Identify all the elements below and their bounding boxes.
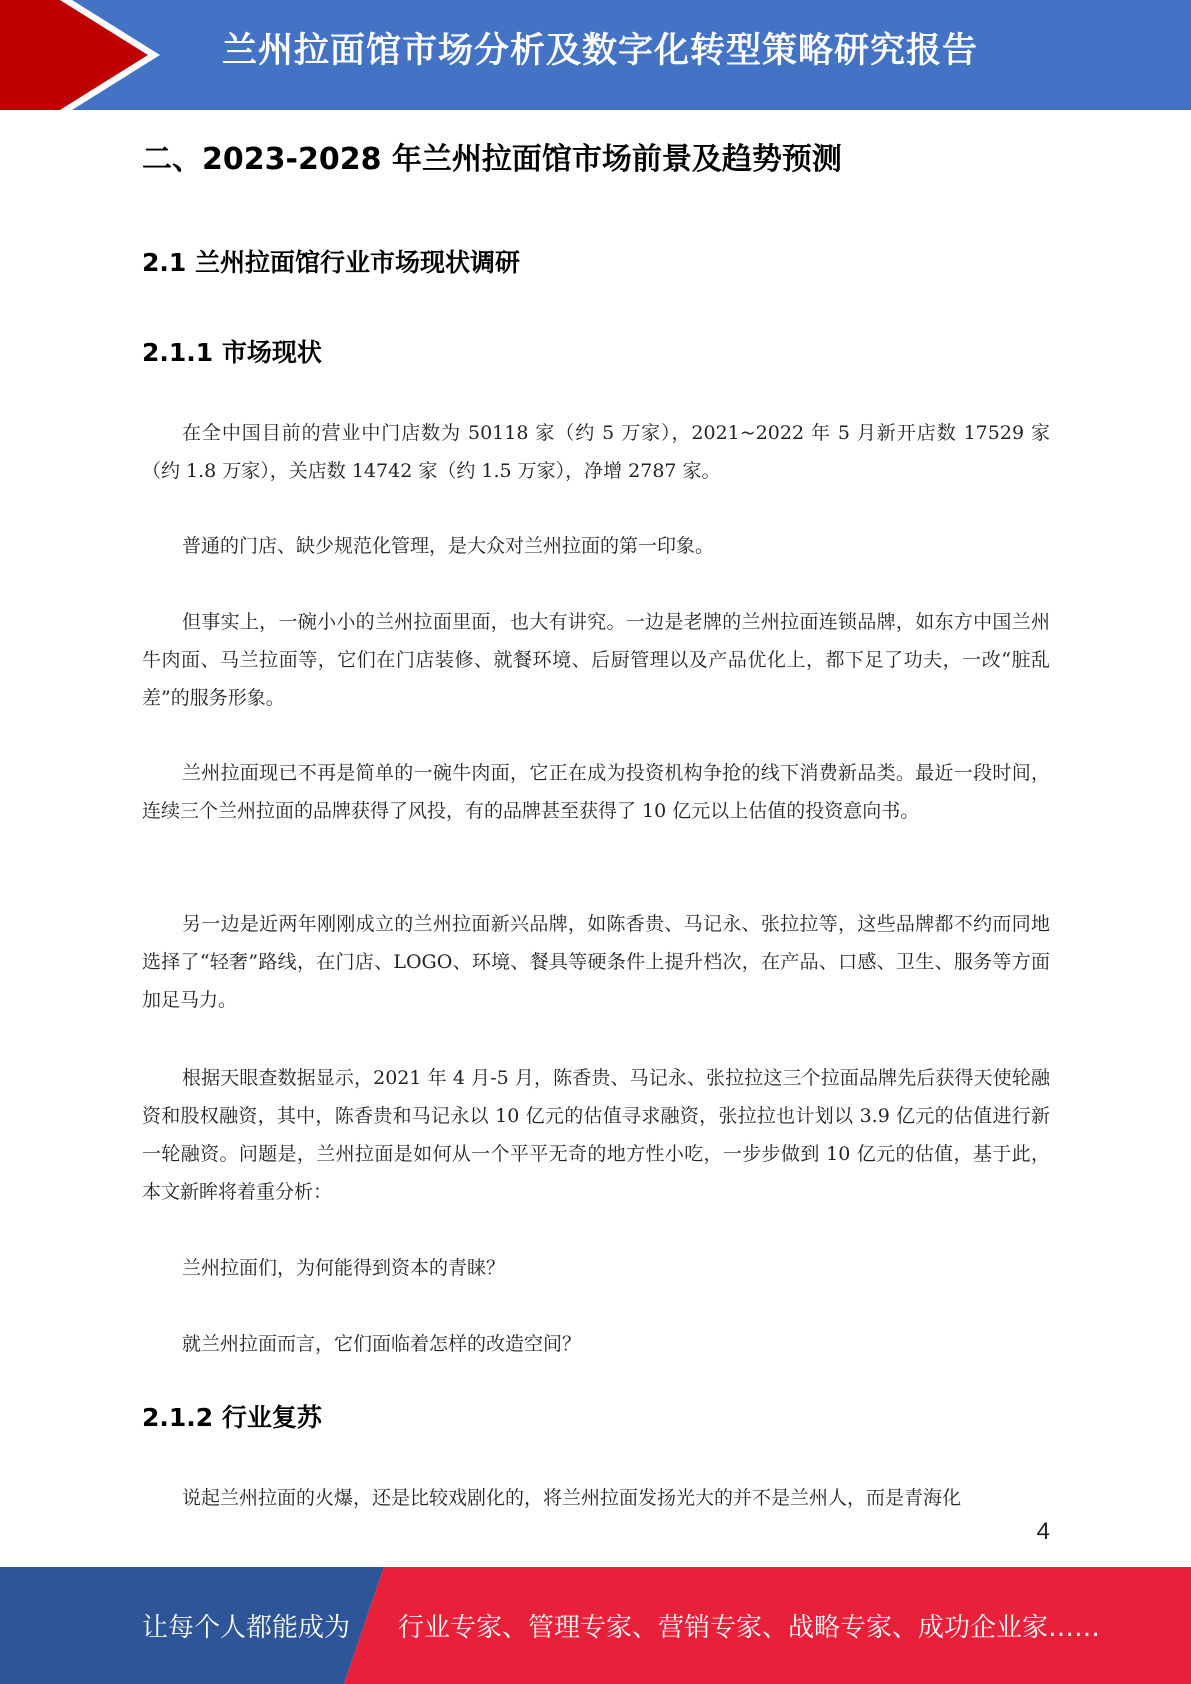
paragraph-investment: 兰州拉面现已不再是简单的一碗牛肉面，它正在成为投资机构争抢的线下消费新品类。最近一段时间，连续三个兰州拉面的品牌获得了风投，有的品牌甚至获得了 10 亿元以上估值的投资意向书。	[142, 762, 1050, 822]
report-title: 兰州拉面馆市场分析及数字化转型策略研究报告	[222, 31, 979, 71]
paragraph-store-count: 在全中国目前的营业中门店数为 50118 家（约 5 万家），2021~2022 年 5 月新开店数 17529 家（约 1.8 万家），关店数 14742 家（约 1.5 万家），净增 2787 家。	[142, 422, 1050, 482]
section-heading: 二、2023-2028 年兰州拉面馆市场前景及趋势预测	[142, 142, 842, 177]
subsection-heading-2-1-2: 2.1.2 行业复苏	[142, 1403, 322, 1432]
subsection-heading-2-1-1: 2.1.1 市场现状	[142, 338, 322, 367]
subsection-heading-2-1: 2.1 兰州拉面馆行业市场现状调研	[142, 248, 520, 277]
paragraph-question-1: 兰州拉面们，为何能得到资本的青睐？	[182, 1257, 506, 1279]
page-number: 4	[1036, 1518, 1050, 1545]
paragraph-new-brands: 另一边是近两年刚刚成立的兰州拉面新兴品牌，如陈香贵、马记永、张拉拉等，这些品牌都不约而同地选择了“轻奢”路线，在门店、LOGO、环境、餐具等硬条件上提升档次，在产品、口感、卫生、服务等方面加足马力。	[142, 913, 1050, 1011]
footer-slogan-right: 行业专家、管理专家、营销专家、战略专家、成功企业家……	[398, 1613, 1101, 1643]
footer-slogan-left: 让每个人都能成为	[142, 1613, 351, 1643]
paragraph-popularity: 说起兰州拉面的火爆，还是比较戏剧化的，将兰州拉面发扬光大的并不是兰州人，而是青海化	[182, 1487, 962, 1509]
paragraph-question-2: 就兰州拉面而言，它们面临着怎样的改造空间？	[182, 1333, 582, 1355]
paragraph-financing: 根据天眼查数据显示，2021 年 4 月-5 月，陈香贵、马记永、张拉拉这三个拉面品牌先后获得天使轮融资和股权融资，其中，陈香贵和马记永以 10 亿元的估值寻求融资，张拉拉也计划以 3.9 亿元的估值进行新一轮融资。问题是，兰州拉面是如何从一个平平无奇的地方性小吃，一步步做到 10 亿元的估值，基于此，本文新眸将着重分析：	[142, 1067, 1050, 1203]
page-footer	[0, 1567, 1191, 1684]
page-header	[0, 0, 1191, 110]
paragraph-first-impression: 普通的门店、缺少规范化管理，是大众对兰州拉面的第一印象。	[182, 535, 715, 557]
paragraph-old-brands: 但事实上，一碗小小的兰州拉面里面，也大有讲究。一边是老牌的兰州拉面连锁品牌，如东方中国兰州牛肉面、马兰拉面等，它们在门店装修、就餐环境、后厨管理以及产品优化上，都下足了功夫，一改“脏乱差”的服务形象。	[142, 611, 1050, 709]
